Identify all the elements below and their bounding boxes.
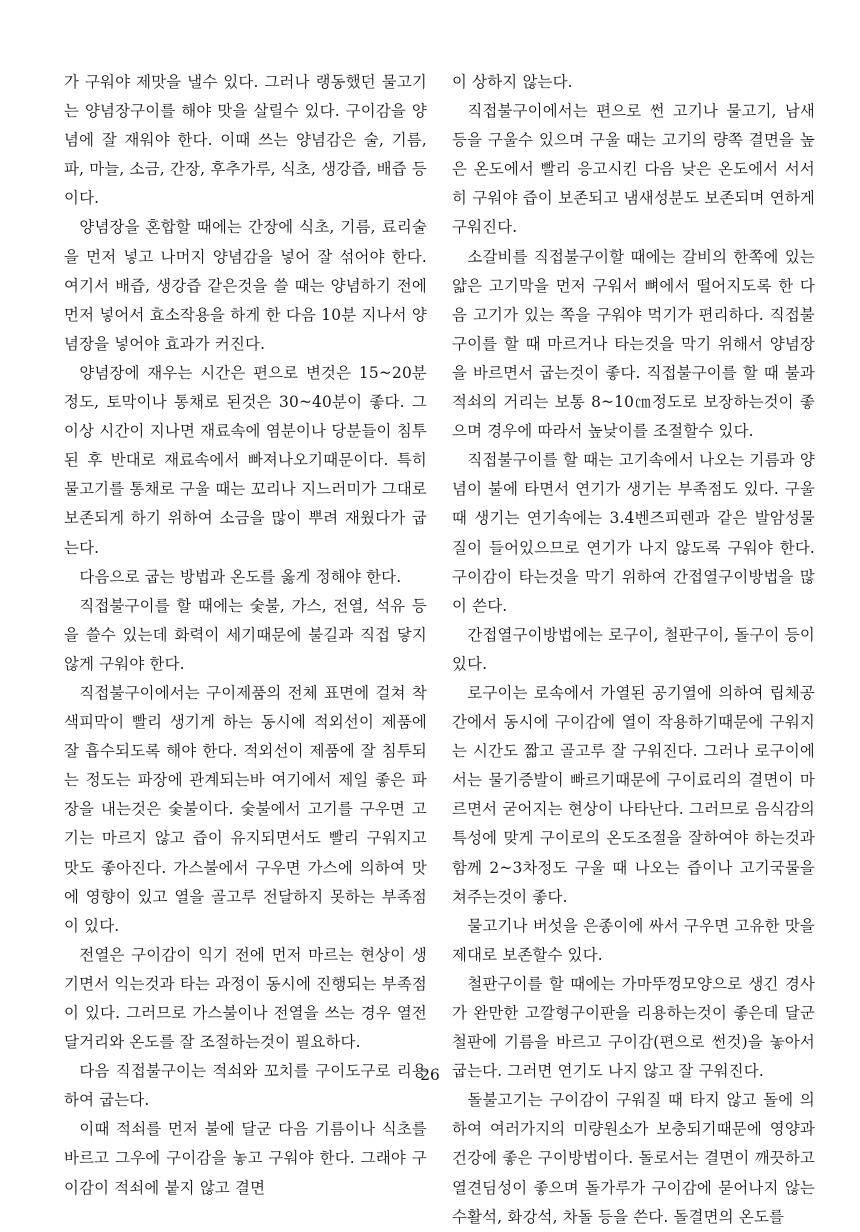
paragraph: 이때 적쇠를 먼저 불에 달군 다음 기름이나 식초를 바르고 그우에 구이감을 놓고 구워야 한다. 그래야 구이감이 적쇠에 붙지 않고 결면 [64, 1120, 427, 1197]
paragraph: 다음으로 굽는 방법과 온도를 옳게 정해야 한다. [79, 567, 402, 586]
paragraph: 철판구이를 할 때에는 가마뚜껑모양으로 생긴 경사가 완만한 고깔형구이판을 리용하는것이 좋은데 달군 철판에 기름을 바르고 구이감(편으로 썬것)을 놓아서 굽는다. 그러면 연기도 나지 않고 잘 구워진다. [452, 974, 815, 1081]
left-column [64, 68, 427, 1203]
paragraph: 직접불구이를 할 때에는 숯불, 가스, 전열, 석유 등을 쓸수 있는데 화력이 세기때문에 불길과 직접 닿지 않게 구워야 한다. [64, 596, 427, 673]
paragraph: 소갈비를 직접불구이할 때에는 갈비의 한쪽에 있는 얇은 고기막을 먼저 구워서 뼈에서 떨어지도록 한 다음 고기가 있는 쪽을 구워야 먹기가 편리하다. 직접불구이를 할 때 마르거나 타는것을 막기 위해서 양념장을 바르면서 굽는것이 좋다. 직접불구이를 할 때 불과 적쇠의 거리는 보통 8~10㎝정도로 보장하는것이 좋으며 경우에 따라서 높낮이를 조절할수 있다. [452, 247, 815, 441]
right-column [452, 68, 815, 1232]
paragraph: 로구이는 로속에서 가열된 공기열에 의하여 립체공간에서 동시에 구이감에 열이 작용하기때문에 구워지는 시간도 짧고 골고루 잘 구워진다. 그러나 로구이에서는 물기증발이 빠르기때문에 구이료리의 결면이 마르면서 굳어지는 현상이 나타난다. 그러므로 음식감의 특성에 맞게 구이로의 온도조절을 잘하여야 하는것과 함께 2~3차정도 구울 때 나오는 즙이나 고기국물을 쳐주는것이 좋다. [452, 683, 815, 906]
paragraph: 직접불구이를 할 때는 고기속에서 나오는 기름과 양념이 불에 타면서 연기가 생기는 부족점도 있다. 구울 때 생기는 연기속에는 3.4벤즈피렌과 같은 발암성물질이 들어있으므로 연기가 나지 않도록 구워야 한다. 구이감이 타는것을 막기 위하여 간접열구이방법을 많이 쓴다. [452, 451, 815, 615]
paragraph: 양념장에 재우는 시간은 편으로 변것은 15~20분정도, 토막이나 통채로 된것은 30~40분이 좋다. 그이상 시간이 지나면 재료속에 염분이나 당분들이 침투된 후 반대로 재료속에서 빠져나오기때문이다. 특히 물고기를 통채로 구울 때는 꼬리나 지느러미가 그대로 보존되게 하기 위하여 소금을 많이 뿌려 재웠다가 굽는다. [64, 363, 427, 557]
paragraph: 양념장을 혼합할 때에는 간장에 식초, 기름, 료리술을 먼저 넣고 나머지 양념감을 넣어 잘 섞어야 한다. 여기서 배즙, 생강즙 같은것을 쓸 때는 양념하기 전에 먼저 넣어서 효소작용을 하게 한 다음 10분 지나서 양념장을 넣어야 효과가 커진다. [64, 218, 427, 353]
paragraph: 돌불고기는 구이감이 구워질 때 타지 않고 돌에 의하여 여러가지의 미량원소가 보충되기때문에 영양과 건강에 좋은 구이방법이다. 돌로서는 결면이 깨끗하고 열견딤성이 좋으며 돌가루가 구이감에 묻어나지 않는 수활석, 화강석, 차돌 등을 쓴다. 돌결면의 온도를 [452, 1091, 815, 1226]
page-number: 26 [420, 1066, 440, 1084]
paragraph: 전열은 구이감이 익기 전에 먼저 마르는 현상이 생기면서 익는것과 타는 과정이 동시에 진행되는 부족점이 있다. 그러므로 가스불이나 전열을 쓰는 경우 열전달거리와 온도를 잘 조절하는것이 필요하다. [64, 945, 427, 1052]
paragraph: 다음 직접불구이는 적쇠와 꼬치를 구이도구로 리용하여 굽는다. [64, 1062, 427, 1110]
paragraph: 직접불구이에서는 구이제품의 전체 표면에 걸쳐 착색피막이 빨리 생기게 하는 동시에 적외선이 제품에 잘 흡수되도록 해야 한다. 적외선이 제품에 잘 침투되는 정도는 파장에 관계되는바 여기에서 제일 좋은 파장을 내는것은 숯불이다. 숯불에서 고기를 구우면 고기는 마르지 않고 즙이 유지되면서도 빨리 구워지고 맛도 좋아진다. 가스불에서 구우면 가스에 의하여 맛에 영향이 있고 열을 골고루 전달하지 못하는 부족점이 있다. [64, 683, 427, 935]
paragraph-continuation: 이 상하지 않는다. [452, 73, 573, 91]
paragraph: 직접불구이에서는 편으로 썬 고기나 물고기, 남새 등을 구울수 있으며 구울 때는 고기의 량쪽 결면을 높은 온도에서 빨리 응고시킨 다음 낮은 온도에서 서서히 구워야 즙이 보존되고 냄새성분도 보존되며 연하게 구워진다. [452, 102, 815, 237]
paragraph: 간접열구이방법에는 로구이, 철판구이, 돌구이 등이 있다. [452, 625, 815, 673]
paragraph: 가 구워야 제맛을 낼수 있다. 그러나 랭동했던 물고기는 양념장구이를 해야 맛을 살릴수 있다. 구이감을 양념에 잘 재워야 한다. 이때 쓰는 양념감은 술, 기름, 파, 마늘, 소금, 간장, 후추가루, 식초, 생강즙, 배즙 등이다. [64, 73, 427, 208]
paragraph: 물고기나 버섯을 은종이에 싸서 구우면 고유한 맛을 제대로 보존할수 있다. [452, 916, 815, 964]
